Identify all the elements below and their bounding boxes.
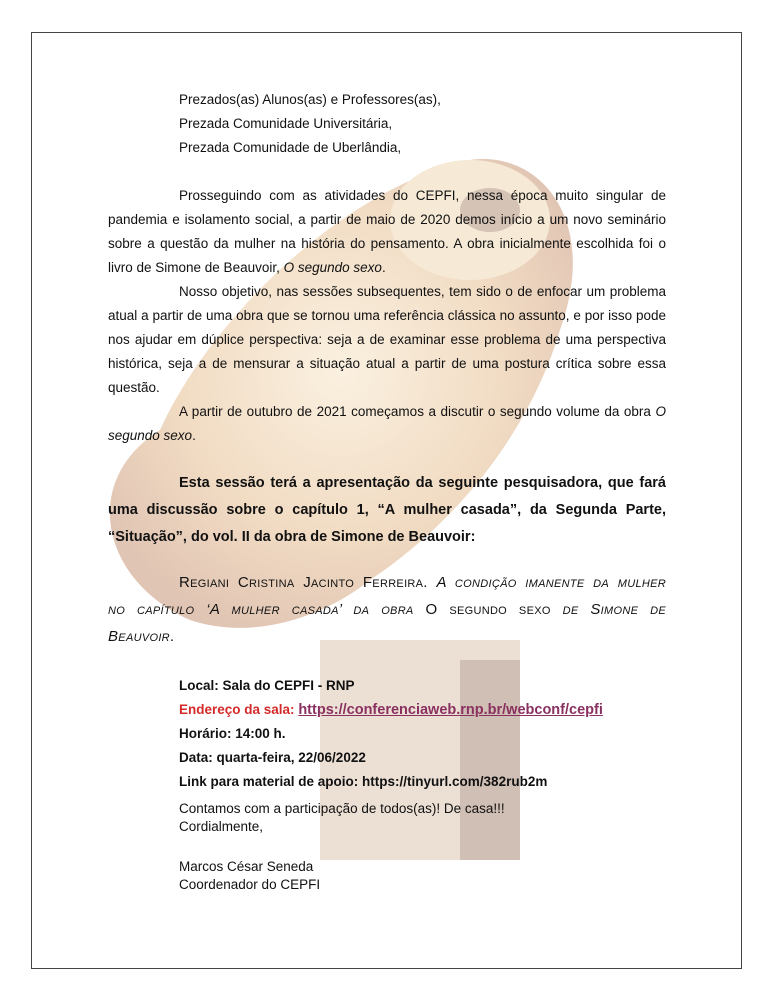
location: Local: Sala do CEPFI - RNP	[179, 678, 355, 693]
closing-salutation: Cordialmente,	[179, 819, 264, 834]
conference-link[interactable]: https://conferenciaweb.rnp.br/webconf/cepfi	[298, 702, 603, 718]
greeting-line: Prezada Comunidade de Uberlândia,	[179, 140, 402, 155]
letter-body	[108, 88, 666, 894]
signature-name: Marcos César Seneda	[179, 859, 314, 874]
announcement: Esta sessão terá a apresentação da seguinte pesquisadora, que fará uma discussão sobre o capítulo 1, “A mulher casada”, da Segunda Parte, “Situação”, do vol. II da obra de Simone de Beauvoir:	[108, 475, 666, 545]
closing-text: Contamos com a participação de todos(as)! De casa!!!	[179, 801, 505, 816]
presentation-title: Regiani Cristina Jacinto Ferreira. A condição imanente da mulher no capítulo ‘A mulher casada’ da obra O segundo sexo de Simone de Beauvoir.	[108, 574, 666, 645]
greeting-line: Prezada Comunidade Universitária,	[179, 116, 393, 131]
room-address: Endereço da sala: https://conferenciaweb.rnp.br/webconf/cepfi	[179, 702, 603, 718]
time: Horário: 14:00 h.	[179, 726, 286, 741]
greeting-line: Prezados(as) Alunos(as) e Professores(as),	[179, 92, 441, 107]
paragraph-3: A partir de outubro de 2021 começamos a discutir o segundo volume da obra O segundo sexo.	[108, 404, 666, 443]
session-info	[108, 674, 666, 894]
paragraph-2: Nosso objetivo, nas sessões subsequentes, tem sido o de enfocar um problema atual a partir de uma obra que se tornou uma referência clássica no assunto, e por isso pode nos ajudar em dúplice perspectiva: seja a de examinar esse problema de uma perspectiva histórica, seja a de mensurar a situação atual a partir de uma postura crítica sobre essa questão.	[108, 284, 666, 395]
signature-role: Coordenador do CEPFI	[179, 877, 321, 892]
paragraph-1: Prosseguindo com as atividades do CEPFI, nessa época muito singular de pandemia e isolamento social, a partir de maio de 2020 demos início a um novo seminário sobre a questão da mulher na história do pensamento. A obra inicialmente escolhida foi o livro de Simone de Beauvoir, O segundo sexo.	[108, 188, 666, 275]
support-material-link[interactable]: Link para material de apoio: https://tinyurl.com/382rub2m	[179, 774, 548, 789]
date: Data: quarta-feira, 22/06/2022	[179, 750, 366, 765]
